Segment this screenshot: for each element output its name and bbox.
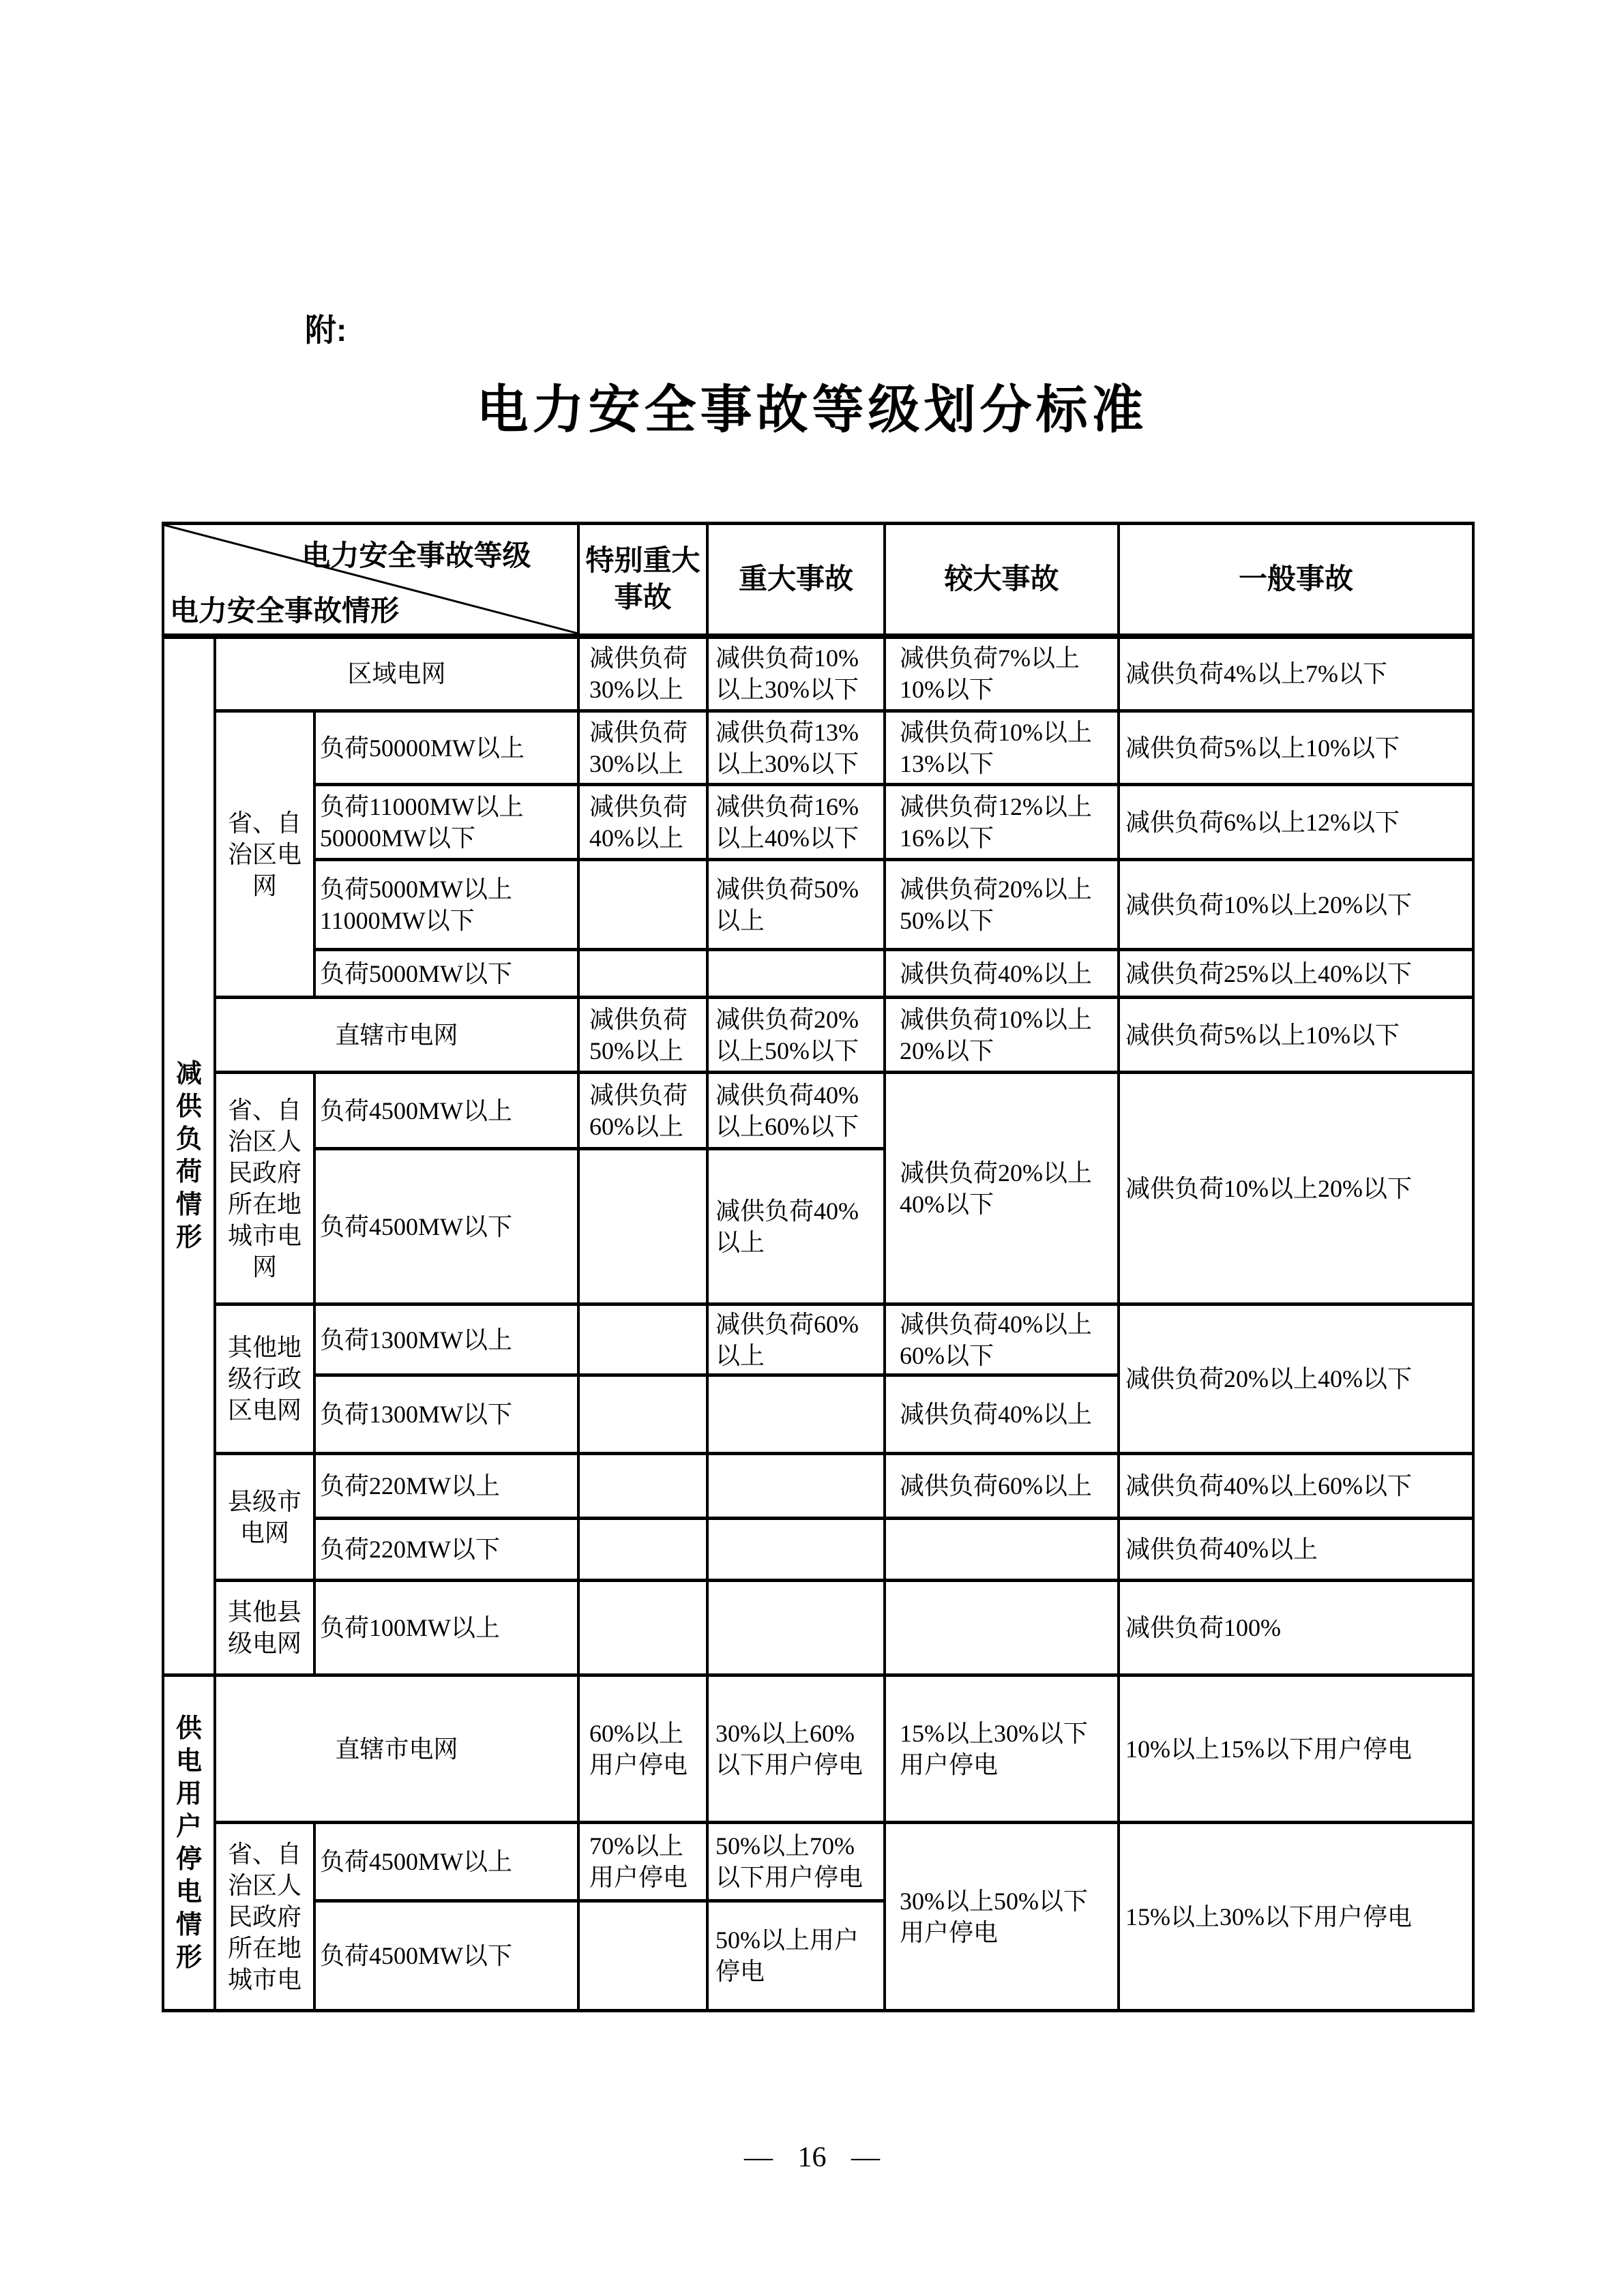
cell-r3-major: 减供负荷16%以上40%以下 bbox=[707, 785, 885, 860]
cell-r10-extra-major bbox=[578, 1375, 707, 1454]
table-row bbox=[163, 785, 1473, 860]
group-label-province-capital-grid-outage: 省、自治区人民政府所在地城市电 bbox=[215, 1823, 314, 2011]
cell-r14-large: 15%以上30%以下用户停电 bbox=[885, 1675, 1119, 1823]
corner-label-situation: 电力安全事故情形 bbox=[170, 594, 400, 627]
header-row bbox=[163, 524, 1473, 636]
cell-r6-general: 减供负荷5%以上10%以下 bbox=[1119, 998, 1473, 1073]
cell-r12-large bbox=[885, 1519, 1119, 1581]
table-row bbox=[163, 950, 1473, 998]
group-label-province-grid: 省、自治区电网 bbox=[215, 711, 314, 998]
table-row bbox=[163, 1304, 1473, 1375]
cell-r13-major bbox=[707, 1581, 885, 1675]
group-label-other-prefecture-grid: 其他地级行政区电网 bbox=[215, 1304, 314, 1454]
cell-r11-large: 减供负荷60%以上 bbox=[885, 1454, 1119, 1519]
cell-r11-general: 减供负荷40%以上60%以下 bbox=[1119, 1454, 1473, 1519]
cell-r2-large: 减供负荷10%以上13%以下 bbox=[885, 711, 1119, 785]
table-row bbox=[163, 998, 1473, 1073]
cell-r6-large: 减供负荷10%以上20%以下 bbox=[885, 998, 1119, 1073]
table-row bbox=[163, 711, 1473, 785]
cell-r14-major: 30%以上60%以下用户停电 bbox=[707, 1675, 885, 1823]
cell-r14-general: 10%以上15%以下用户停电 bbox=[1119, 1675, 1473, 1823]
cell-r5-general: 减供负荷25%以上40%以下 bbox=[1119, 950, 1473, 998]
table-row bbox=[163, 1454, 1473, 1519]
cell-r1-extra-major: 减供负荷30%以上 bbox=[578, 636, 707, 711]
col-header-major-accident: 重大事故 bbox=[707, 524, 885, 636]
footer-page-number: — 16 — bbox=[744, 2142, 880, 2173]
cell-r8-extra-major bbox=[578, 1149, 707, 1304]
cell-r4-large: 减供负荷20%以上50%以下 bbox=[885, 860, 1119, 950]
section-label-user-outage: 供电用户停电情形 bbox=[163, 1675, 215, 2011]
cell-r3-general: 减供负荷6%以上12%以下 bbox=[1119, 785, 1473, 860]
row-label-municipality-grid-outage: 直辖市电网 bbox=[215, 1675, 578, 1823]
section-label-load-reduction: 减供负荷情形 bbox=[163, 636, 215, 1675]
cell-r16-major: 50%以上用户停电 bbox=[707, 1901, 885, 2011]
cell-r7-large-merged: 减供负荷20%以上40%以下 bbox=[885, 1073, 1119, 1304]
cell-r11-major bbox=[707, 1454, 885, 1519]
cell-r10-large: 减供负荷40%以上 bbox=[885, 1375, 1119, 1454]
cell-r1-major: 减供负荷10%以上30%以下 bbox=[707, 636, 885, 711]
row-label-municipality-grid: 直辖市电网 bbox=[215, 998, 578, 1073]
cell-r15-general-merged: 15%以上30%以下用户停电 bbox=[1119, 1823, 1473, 2011]
cell-r6-major: 减供负荷20%以上50%以下 bbox=[707, 998, 885, 1073]
table-row bbox=[163, 1675, 1473, 1823]
cell-r9-major: 减供负荷60%以上 bbox=[707, 1304, 885, 1375]
cell-r4-major: 减供负荷50%以上 bbox=[707, 860, 885, 950]
col-header-general-accident: 一般事故 bbox=[1119, 524, 1473, 636]
group-label-province-capital-grid: 省、自治区人民政府所在地城市电网 bbox=[215, 1073, 314, 1304]
cell-r15-major: 50%以上70%以下用户停电 bbox=[707, 1823, 885, 1901]
cell-r1-general: 减供负荷4%以上7%以下 bbox=[1119, 636, 1473, 711]
row-label-load-4500-below-outage: 负荷4500MW以下 bbox=[314, 1901, 578, 2011]
row-label-load-4500-above-outage: 负荷4500MW以上 bbox=[314, 1823, 578, 1901]
corner-label-grade: 电力安全事故等级 bbox=[301, 539, 531, 571]
row-label-load-220-below: 负荷220MW以下 bbox=[314, 1519, 578, 1581]
row-label-load-11000-50000: 负荷11000MW以上50000MW以下 bbox=[314, 785, 578, 860]
cell-r12-general: 减供负荷40%以上 bbox=[1119, 1519, 1473, 1581]
cell-r10-major bbox=[707, 1375, 885, 1454]
cell-r3-extra-major: 减供负荷40%以上 bbox=[578, 785, 707, 860]
row-label-load-5000-below: 负荷5000MW以下 bbox=[314, 950, 578, 998]
table-row bbox=[163, 1581, 1473, 1675]
row-label-regional-grid: 区域电网 bbox=[215, 636, 578, 711]
cell-r9-large: 减供负荷40%以上60%以下 bbox=[885, 1304, 1119, 1375]
cell-r6-extra-major: 减供负荷50%以上 bbox=[578, 998, 707, 1073]
cell-r5-major bbox=[707, 950, 885, 998]
cell-r9-extra-major bbox=[578, 1304, 707, 1375]
cell-r5-large: 减供负荷40%以上 bbox=[885, 950, 1119, 998]
cell-r7-general-merged: 减供负荷10%以上20%以下 bbox=[1119, 1073, 1473, 1304]
cell-r2-major: 减供负荷13%以上30%以下 bbox=[707, 711, 885, 785]
cell-r2-extra-major: 减供负荷30%以上 bbox=[578, 711, 707, 785]
col-header-extra-major-accident: 特别重大事故 bbox=[578, 524, 707, 636]
group-label-county-city-grid: 县级市电网 bbox=[215, 1454, 314, 1581]
cell-r7-extra-major: 减供负荷60%以上 bbox=[578, 1073, 707, 1149]
row-label-load-100-above: 负荷100MW以上 bbox=[314, 1581, 578, 1675]
row-label-load-4500-below: 负荷4500MW以下 bbox=[314, 1149, 578, 1304]
cell-r1-large: 减供负荷7%以上10%以下 bbox=[885, 636, 1119, 711]
cell-r16-extra-major bbox=[578, 1901, 707, 2011]
cell-r15-large-merged: 30%以上50%以下用户停电 bbox=[885, 1823, 1119, 2011]
cell-r2-general: 减供负荷5%以上10%以下 bbox=[1119, 711, 1473, 785]
row-label-load-1300-below: 负荷1300MW以下 bbox=[314, 1375, 578, 1454]
cell-r14-extra-major: 60%以上用户停电 bbox=[578, 1675, 707, 1823]
cell-r12-extra-major bbox=[578, 1519, 707, 1581]
page-title: 电力安全事故等级划分标准 bbox=[476, 381, 1148, 439]
cell-r13-extra-major bbox=[578, 1581, 707, 1675]
cell-r13-general: 减供负荷100% bbox=[1119, 1581, 1473, 1675]
row-label-load-50000-above: 负荷50000MW以上 bbox=[314, 711, 578, 785]
row-label-load-5000-11000: 负荷5000MW以上11000MW以下 bbox=[314, 860, 578, 950]
cell-r11-extra-major bbox=[578, 1454, 707, 1519]
accident-grade-table bbox=[162, 522, 1475, 2012]
cell-r3-large: 减供负荷12%以上16%以下 bbox=[885, 785, 1119, 860]
table-row bbox=[163, 860, 1473, 950]
cell-r4-general: 减供负荷10%以上20%以下 bbox=[1119, 860, 1473, 950]
cell-r13-large bbox=[885, 1581, 1119, 1675]
cell-r7-major: 减供负荷40%以上60%以下 bbox=[707, 1073, 885, 1149]
table-row bbox=[163, 1073, 1473, 1149]
col-header-large-accident: 较大事故 bbox=[885, 524, 1119, 636]
cell-r9-general-merged: 减供负荷20%以上40%以下 bbox=[1119, 1304, 1473, 1454]
row-label-load-4500-above: 负荷4500MW以上 bbox=[314, 1073, 578, 1149]
table-row bbox=[163, 1519, 1473, 1581]
row-label-load-220-above: 负荷220MW以上 bbox=[314, 1454, 578, 1519]
cell-r4-extra-major bbox=[578, 860, 707, 950]
cell-r15-extra-major: 70%以上用户停电 bbox=[578, 1823, 707, 1901]
group-label-other-county-grid: 其他县级电网 bbox=[215, 1581, 314, 1675]
table-row bbox=[163, 636, 1473, 711]
row-label-load-1300-above: 负荷1300MW以上 bbox=[314, 1304, 578, 1375]
cell-r5-extra-major bbox=[578, 950, 707, 998]
cell-r8-major: 减供负荷40%以上 bbox=[707, 1149, 885, 1304]
corner-cell bbox=[163, 524, 578, 636]
attachment-label: 附: bbox=[305, 312, 347, 348]
table-row bbox=[163, 1823, 1473, 1901]
cell-r12-major bbox=[707, 1519, 885, 1581]
